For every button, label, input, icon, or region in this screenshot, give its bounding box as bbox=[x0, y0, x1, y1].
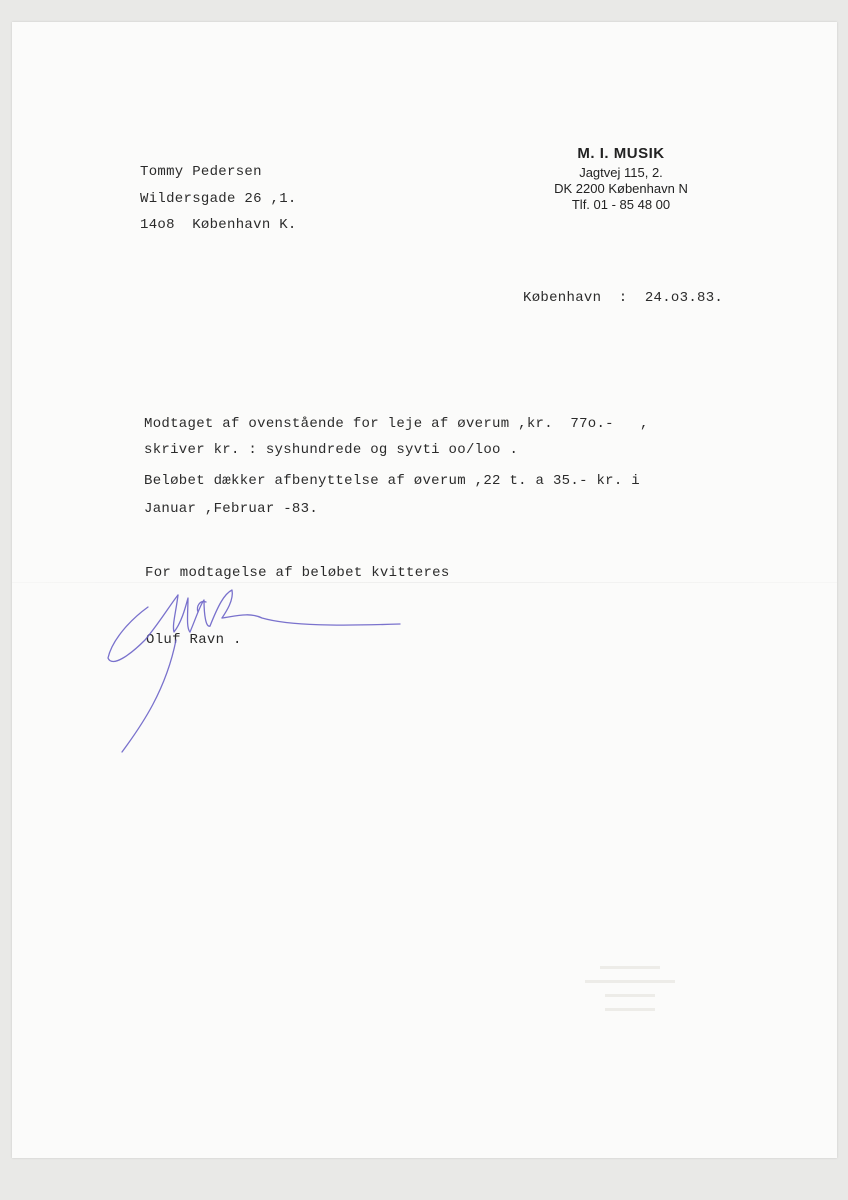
body-line-2: skriver kr. : syshundrede og syvti oo/loo . bbox=[144, 442, 519, 458]
receipt-line: For modtagelse af beløbet kvitteres bbox=[145, 565, 450, 581]
sender-city: 14o8 København K. bbox=[140, 217, 297, 233]
company-phone: Tlf. 01 - 85 48 00 bbox=[571, 197, 671, 212]
company-name: M. I. MUSIK bbox=[577, 145, 665, 162]
signatory-name: Oluf Ravn . bbox=[146, 632, 242, 648]
bleed-through-mark: ▬▬▬▬▬▬ ▬▬▬▬▬▬▬▬▬ ▬▬▬▬▬ ▬▬▬▬▬ bbox=[585, 961, 675, 1014]
date-line: København : 24.o3.83. bbox=[523, 290, 724, 306]
body-line-3: Beløbet dækker afbenyttelse af øverum ,22 t. a 35.- kr. i bbox=[144, 473, 640, 489]
sender-street: Wildersgade 26 ,1. bbox=[140, 191, 297, 207]
company-street: Jagtvej 115, 2. bbox=[579, 165, 663, 180]
sender-name: Tommy Pedersen bbox=[140, 164, 262, 180]
body-line-4: Januar ,Februar -83. bbox=[144, 501, 319, 517]
body-line-1: Modtaget af ovenstående for leje af øverum ,kr. 77o.- , bbox=[144, 416, 649, 432]
company-city: DK 2200 København N bbox=[554, 181, 688, 196]
